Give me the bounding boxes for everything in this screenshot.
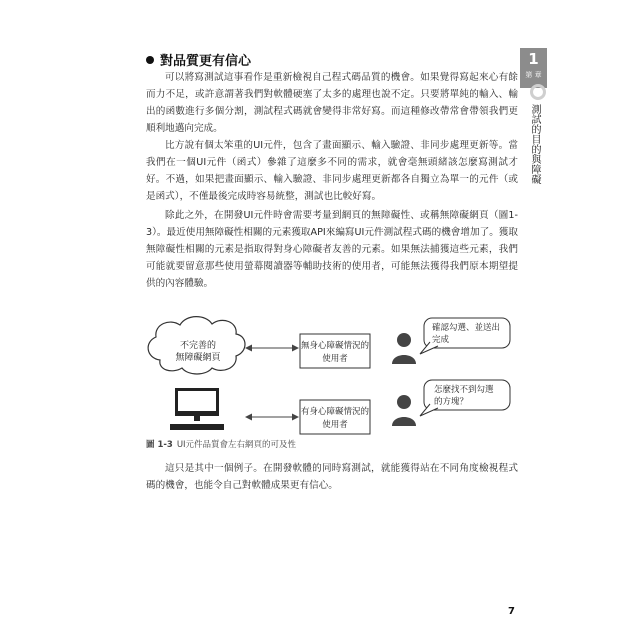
- cloud-label-2: 無障礙網頁: [175, 353, 221, 363]
- figure-caption: [146, 438, 296, 450]
- user-box-bottom-line1: 有身心障礙情況的: [300, 407, 370, 417]
- chapter-number: 1: [528, 50, 539, 68]
- figure-caption-text: UI元件品質會左右網頁的可及性: [176, 440, 297, 450]
- chapter-title: 測試的目的與障礙: [529, 104, 540, 184]
- user-box-bottom-line2: 使用者: [322, 420, 348, 430]
- speech-bubble-top-line2: 完成: [432, 335, 450, 345]
- keyboard-icon: [170, 424, 224, 430]
- paragraph-4: 這只是其中一個例子。在開發軟體的同時寫測試，就能獲得站在不同角度檢視程式碼的機會，也能令自己對軟體成果更有信心。: [146, 463, 518, 491]
- section-heading-text: 對品質更有信心: [160, 54, 252, 69]
- speech-bubble-top-line1: 確認勾選、並送出: [432, 323, 501, 333]
- user-box-top-line2: 使用者: [322, 354, 348, 364]
- accessibility-figure: [140, 312, 520, 442]
- person-icon-bottom: [392, 395, 416, 426]
- user-box-top-line1: 無身心障礙情況的: [300, 341, 370, 351]
- chapter-label: 第 章: [525, 71, 542, 79]
- page-number: 7: [508, 606, 515, 617]
- cloud-label-1: 不完善的: [179, 341, 217, 351]
- chapter-tab: [520, 48, 547, 88]
- figure-number: 圖 1-3: [146, 440, 173, 450]
- speech-bubble-bottom-line2: 的方塊？: [434, 397, 469, 407]
- speech-bubble-bottom-line1: 怎麼找不到勾選: [434, 385, 494, 395]
- section-heading: [146, 50, 251, 69]
- paragraph-3: 除此之外，在開發UI元件時會需要考量到網頁的無障礙性、或稱無障礙網頁（圖1-3）。最近使用無障礙性相關的元素獲取API來編寫UI元件測試程式碼的機會增加了。獲取無障礙性相關的元素是指取得對身心障礙者友善的元素。如果無法捕獲這些元素，我們可能就要留意那些使用螢幕閱讀器等輔助技術的使用者，可能無法獲得我們原本期望提供的內容體驗。: [146, 210, 518, 289]
- gear-icon: [530, 84, 546, 100]
- paragraph-1: 可以將寫測試這事看作是重新檢視自己程式碼品質的機會。如果覺得寫起來心有餘而力不足，或許意謂著我們對軟體硬塞了太多的處理也說不定。只要將單純的輸入、輸出的函數進行多個分割，測試程式碼就會變得非常好寫。而這種修改帶常會帶領我們更順利地邁向完成。: [146, 72, 518, 134]
- person-icon-top: [392, 333, 416, 364]
- bullet-icon: [146, 56, 154, 64]
- paragraph-2: 比方說有個太笨重的UI元件，包含了畫面顯示、輸入驗證、非同步處理更新等。當我們在一個UI元件（函式）參雜了這麼多不同的需求，就會毫無頭緒該怎麼寫測試才好。不過，如果把畫面顯示、輸入驗證、非同步處理更新都各自獨立為單一的元件（或是函式），不僅最後完成時容易統整，測試也比較好寫。: [146, 140, 518, 202]
